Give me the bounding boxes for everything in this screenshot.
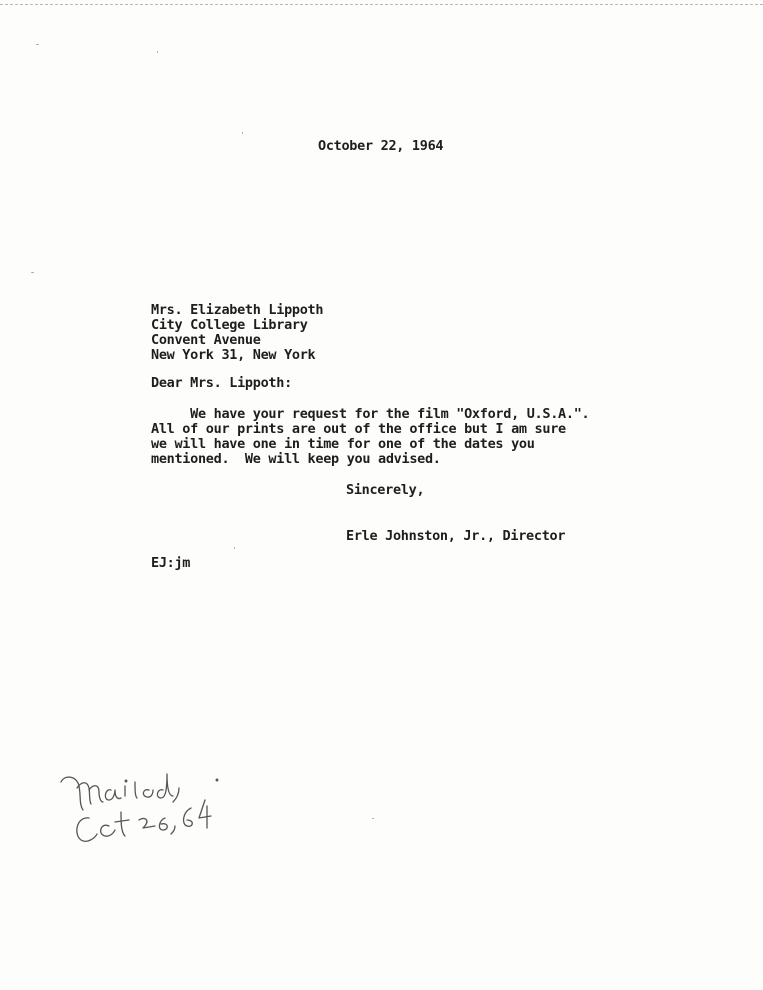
page-top-edge <box>0 0 763 5</box>
signer-name: Erle Johnston, Jr., Director <box>346 528 566 544</box>
paper-speck <box>372 818 374 819</box>
letter-date: October 22, 1964 <box>318 138 444 154</box>
salutation: Dear Mrs. Lippoth: <box>151 375 292 391</box>
typist-initials: EJ:jm <box>151 555 191 571</box>
handwriting-drawing <box>55 760 225 860</box>
paper-speck <box>234 547 235 549</box>
letter-body <box>151 407 589 467</box>
recipient-name: Mrs. Elizabeth Lippoth <box>151 302 324 318</box>
paper-speck <box>157 51 158 53</box>
closing: Sincerely, <box>346 482 425 498</box>
recipient-city: New York 31, New York <box>151 347 316 363</box>
paper-speck <box>242 132 243 134</box>
paper-speck <box>36 44 39 45</box>
recipient-organization: City College Library <box>151 317 308 333</box>
body-line: mentioned. We will keep you advised. <box>151 451 441 467</box>
handwritten-mailed-note <box>55 760 225 860</box>
body-line: All of our prints are out of the office but I am sure <box>151 421 566 437</box>
body-line: we will have one in time for one of the dates you <box>151 436 535 452</box>
body-line: We have your request for the film "Oxford, U.S.A.". <box>151 406 590 422</box>
recipient-address <box>151 303 323 363</box>
paper-speck <box>31 272 34 273</box>
recipient-street: Convent Avenue <box>151 332 261 348</box>
